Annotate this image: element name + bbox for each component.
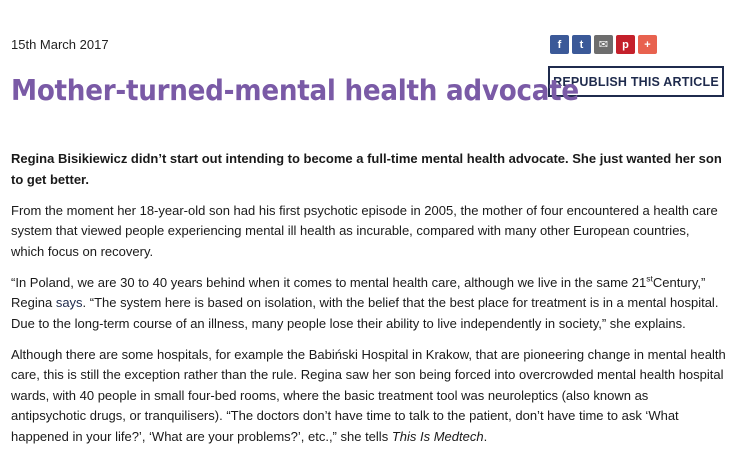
article-title: Mother-turned-mental health advocate xyxy=(11,74,579,107)
paragraph-3-text-a: Although there are some hospitals, for example the Babiński Hospital in Krakow, that are pioneering change in mental health care, this is still the exception rather than the rule. Regina saw her son being forced into overcrowded mental health hospital wards, with 40 people in small four-bed rooms, where the basic treatment tool was neuroleptics (also known as antipsychotic drugs, or tranquilisers). “The doctors don’t have time to talk to the patient, don’t have time to ask ‘What happened in your life?’, ‘What are your problems?’, etc.,” she tells xyxy=(11,346,726,444)
article-date: 15th March 2017 xyxy=(11,37,109,52)
says-link[interactable]: says xyxy=(55,295,83,310)
more-share-icon[interactable]: + xyxy=(638,35,657,54)
ordinal-suffix: st xyxy=(646,273,653,284)
paragraph-2-text-b: Century,” Regina xyxy=(11,274,706,310)
article-body xyxy=(11,149,726,458)
paragraph-3-text-b: . xyxy=(483,428,488,444)
email-icon[interactable]: ✉ xyxy=(594,35,613,54)
twitter-icon[interactable]: t xyxy=(572,35,591,54)
paragraph-2-text-a: “In Poland, we are 30 to 40 years behind when it comes to mental health care, although we live in the same 21 xyxy=(11,274,647,290)
paragraph-3 xyxy=(11,345,726,448)
paragraph-2 xyxy=(11,273,726,335)
lead-paragraph: Regina Bisikiewicz didn’t start out intending to become a full-time mental health advocate. She just wanted her son to get better. xyxy=(11,151,722,187)
publication-name: This Is Medtech xyxy=(391,428,484,444)
pinterest-icon[interactable]: p xyxy=(616,35,635,54)
paragraph-1: From the moment her 18-year-old son had his first psychotic episode in 2005, the mother of four encountered a health care system that viewed people experiencing mental ill health as incurable, compared with many other European countries, which focus on recovery. xyxy=(11,202,718,259)
paragraph-2-text-c: . “The system here is based on isolation, with the belief that the best place for treatment is in a mental hospital. Due to the long-term course of an illness, many people lose their ability to live independently in society,” she explains. xyxy=(11,295,719,331)
facebook-icon[interactable]: f xyxy=(550,35,569,54)
republish-button[interactable]: REPUBLISH THIS ARTICLE xyxy=(548,66,724,97)
share-buttons xyxy=(550,35,657,54)
